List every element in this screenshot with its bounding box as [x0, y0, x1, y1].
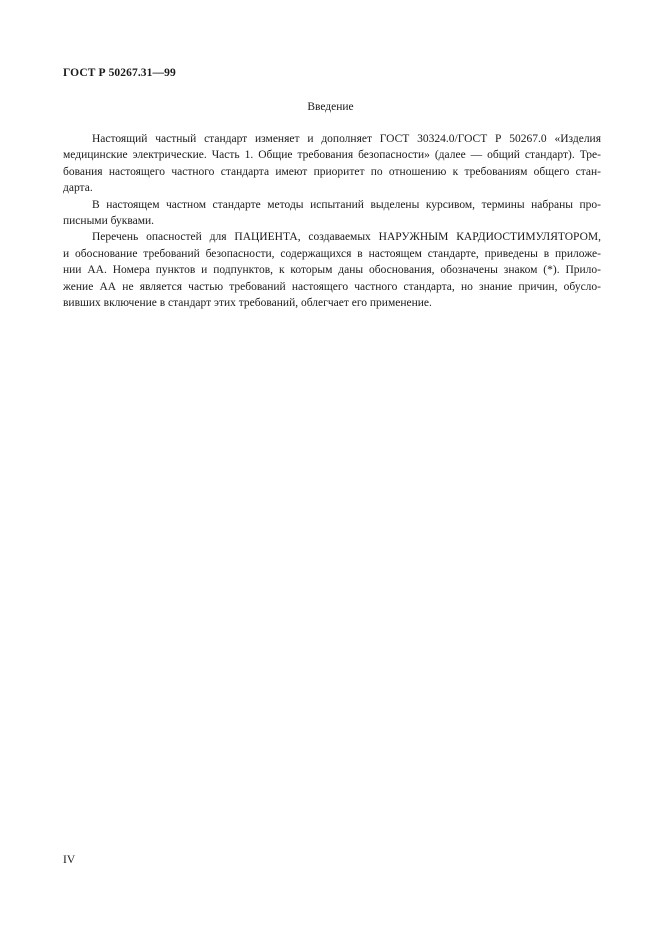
paragraph-line: дарта. — [63, 182, 93, 195]
document-header: ГОСТ Р 50267.31—99 — [63, 67, 176, 79]
paragraph-line: Настоящий частный стандарт изменяет и дополняет ГОСТ 30324.0/ГОСТ Р 50267.0 «Изделия — [92, 133, 601, 145]
paragraph-line: нии АА. Номера пунктов и подпунктов, к которым даны обоснования, обозначены знаком (*). Прило- — [63, 264, 601, 277]
paragraph-line: писными буквами. — [63, 214, 155, 227]
section-title: Введение — [307, 101, 354, 113]
paragraph-line: вивших включение в стандарт этих требований, облегчает его применение. — [63, 296, 432, 309]
paragraph-line: бования настоящего частного стандарта имеют приоритет по отношению к требованиям общего стан- — [63, 165, 601, 178]
paragraph-line: В настоящем частном стандарте методы испытаний выделены курсивом, термины набраны про- — [92, 198, 601, 211]
paragraph-line: и обоснование требований безопасности, содержащихся в настоящем стандарте, приведены в приложе- — [63, 247, 601, 260]
paragraph-line: Перечень опасностей для ПАЦИЕНТА, создаваемых НАРУЖНЫМ КАРДИОСТИМУЛЯТОРОМ, — [92, 231, 601, 244]
paragraph-line: медицинские электрические. Часть 1. Общие требования безопасности» (далее — общий стандарт). Тре- — [63, 149, 601, 162]
document-body — [63, 131, 601, 311]
paragraph-line: жение АА не является частью требований настоящего частного стандарта, но знание причин, обусло- — [63, 280, 601, 293]
page-number: IV — [63, 854, 76, 866]
